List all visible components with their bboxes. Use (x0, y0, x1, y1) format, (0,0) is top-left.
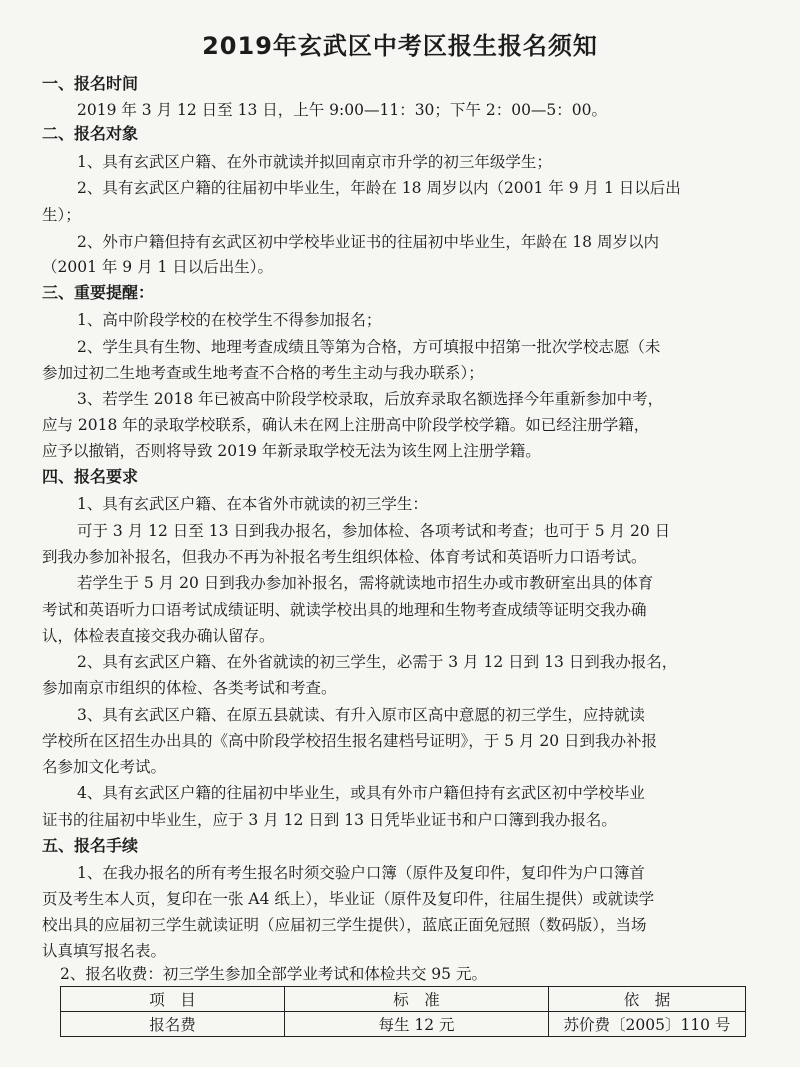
paragraph-line: 生）； (42, 206, 81, 224)
paragraph-line: 学校所在区招生办出具的《高中阶段学校招生报名建档号证明》，于 5 月 20 日到我办补报 (42, 732, 658, 750)
paragraph-line: 可于 3 月 12 日至 13 日到我办报名，参加体检、各项考试和考查；也可于 5 月 20 日 (77, 522, 671, 540)
paragraph-line: 1、在我办报名的所有考生报名时须交验户口簿（原件及复印件，复印件为户口簿首 (77, 864, 645, 882)
paragraph-line: 1、高中阶段学校的在校学生不得参加报名； (77, 311, 382, 329)
paragraph-line: 应与 2018 年的录取学校联系，确认未在网上注册高中阶段学校学籍。如已经注册学籍， (42, 416, 650, 434)
paragraph-line: 认真填写报名表。 (42, 942, 167, 960)
paragraph-line: 若学生于 5 月 20 日到我办参加补报名，需将就读地市招生办或市教研室出具的体育 (77, 574, 654, 592)
table-row (61, 1012, 746, 1037)
paragraph-line: 4、具有玄武区户籍的往届初中毕业生，或具有外市户籍但持有玄武区初中学校毕业 (77, 784, 645, 802)
paragraph-line: 2、学生具有生物、地理考查成绩且等第为合格，方可填报中招第一批次学校志愿（未 (77, 338, 661, 356)
section-heading-1: 一、报名时间 (42, 74, 139, 93)
section-heading-2: 二、报名对象 (42, 124, 139, 143)
section-heading-5: 五、报名手续 (42, 836, 139, 855)
paragraph-line: 2、报名收费：初三学生参加全部学业考试和体检共交 95 元。 (60, 965, 487, 983)
paragraph-line: 校出具的应届初三学生就读证明（应届初三学生提供），蓝底正面免冠照（数码版），当场 (42, 916, 647, 934)
paragraph-line: 1、具有玄武区户籍、在外市就读并拟回南京市升学的初三年级学生； (77, 153, 552, 171)
paragraph-line: （2001 年 9 月 1 日以后出生）。 (42, 258, 274, 276)
paragraph-line: 2、外市户籍但持有玄武区初中学校毕业证书的往届初中毕业生，年龄在 18 周岁以内 (77, 233, 659, 251)
paragraph-line: 应予以撤销，否则将导致 2019 年新录取学校无法为该生网上注册学籍。 (42, 442, 541, 460)
paragraph-line: 考试和英语听力口语考试成绩证明、就读学校出具的地理和生物考查成绩等证明交我办确 (42, 601, 647, 619)
table-cell: 每生 12 元 (285, 1012, 549, 1037)
table-cell: 苏价费〔2005〕110 号 (549, 1012, 746, 1037)
paragraph-line: 名参加文化考试。 (42, 758, 167, 776)
paragraph-line: 认，体检表直接交我办确认留存。 (42, 627, 275, 645)
paragraph-line: 页及考生本人页，复印在一张 A4 纸上），毕业证（原件及复印件，往届生提供）或就读学 (42, 890, 655, 908)
paragraph-line: 3、若学生 2018 年已被高中阶段学校录取，后放弃录取名额选择今年重新参加中考， (77, 390, 664, 408)
table-header-cell: 标 准 (285, 987, 549, 1012)
section-heading-4: 四、报名要求 (42, 467, 139, 486)
paragraph-line: 2、具有玄武区户籍的往届初中毕业生，年龄在 18 周岁以内（2001 年 9 月 1 日以后出 (77, 179, 681, 197)
paragraph-line: 到我办参加补报名，但我办不再为补报名考生组织体检、体育考试和英语听力口语考试。 (42, 548, 647, 566)
paragraph-line: 3、具有玄武区户籍、在原五县就读、有升入原市区高中意愿的初三学生，应持就读 (77, 706, 645, 724)
section-heading-3: 三、重要提醒： (42, 283, 155, 302)
paragraph-line: 参加南京市组织的体检、各类考试和考查。 (42, 679, 337, 697)
page-title: 2019年玄武区中考区报生报名须知 (202, 32, 598, 60)
paragraph-line: 2、具有玄武区户籍、在外省就读的初三学生，必需于 3 月 12 日到 13 日到我办报名， (77, 653, 678, 671)
paragraph-line: 证书的往届初中毕业生，应于 3 月 12 日到 13 日凭毕业证书和户口簿到我办报名。 (42, 811, 617, 829)
table-header-row (61, 987, 746, 1012)
fee-table (60, 986, 746, 1037)
table-header-cell: 依 据 (549, 987, 746, 1012)
table-header-cell: 项 目 (61, 987, 285, 1012)
paragraph-line: 1、具有玄武区户籍、在本省外市就读的初三学生： (77, 495, 428, 513)
section-1-text: 2019 年 3 月 12 日至 13 日，上午 9:00—11：30；下午 2：00—5：00。 (77, 101, 608, 119)
paragraph-line: 参加过初二生地考查或生地考查不合格的考生主动与我办联系）； (42, 364, 484, 382)
table-cell: 报名费 (61, 1012, 285, 1037)
